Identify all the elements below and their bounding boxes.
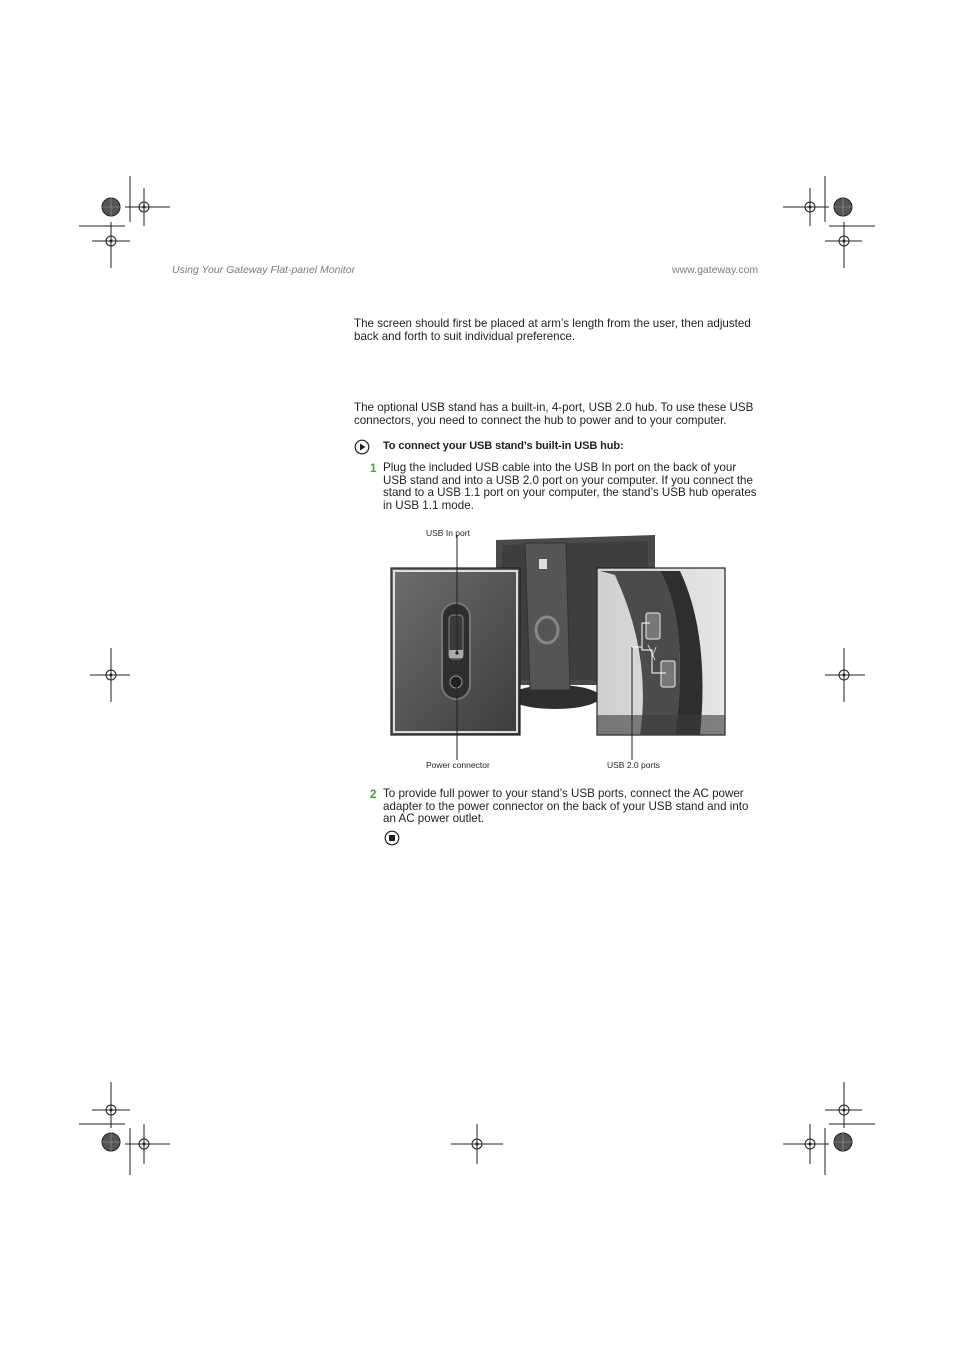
usb-intro-paragraph: The optional USB stand has a built-in, 4-port, USB 2.0 hub. To use these USB connectors, you need to connect the hub to power and to your computer. [354, 401, 754, 427]
label-usb-in-port: USB In port [426, 528, 470, 538]
usb-stand-figure [390, 535, 730, 760]
step-text: Plug the included USB cable into the USB In port on the back of your USB stand and into a USB 2.0 port on your computer. If you connect the stand to a USB 1.1 port on your computer, the stand’s USB hub operates in USB 1.1 mode. [383, 461, 757, 512]
step-text: To provide full power to your stand’s USB ports, connect the AC power adapter to the power connector on the back of your USB stand and into an AC power outlet. [383, 787, 749, 825]
stop-square-icon [384, 830, 400, 846]
label-usb-2-ports: USB 2.0 ports [607, 760, 660, 770]
play-arrow-icon [354, 439, 370, 455]
step-number: 1 [370, 462, 377, 475]
running-header-url: www.gateway.com [672, 264, 759, 276]
running-header-title: Using Your Gateway Flat-panel Monitor [172, 264, 356, 276]
procedure-title: To connect your USB stand’s built-in USB hub: [383, 440, 624, 452]
intro-paragraph: The screen should first be placed at arm’s length from the user, then adjusted back and forth to suit individual preference. [354, 317, 751, 343]
label-power-connector: Power connector [426, 760, 490, 770]
step-number: 2 [370, 788, 377, 801]
